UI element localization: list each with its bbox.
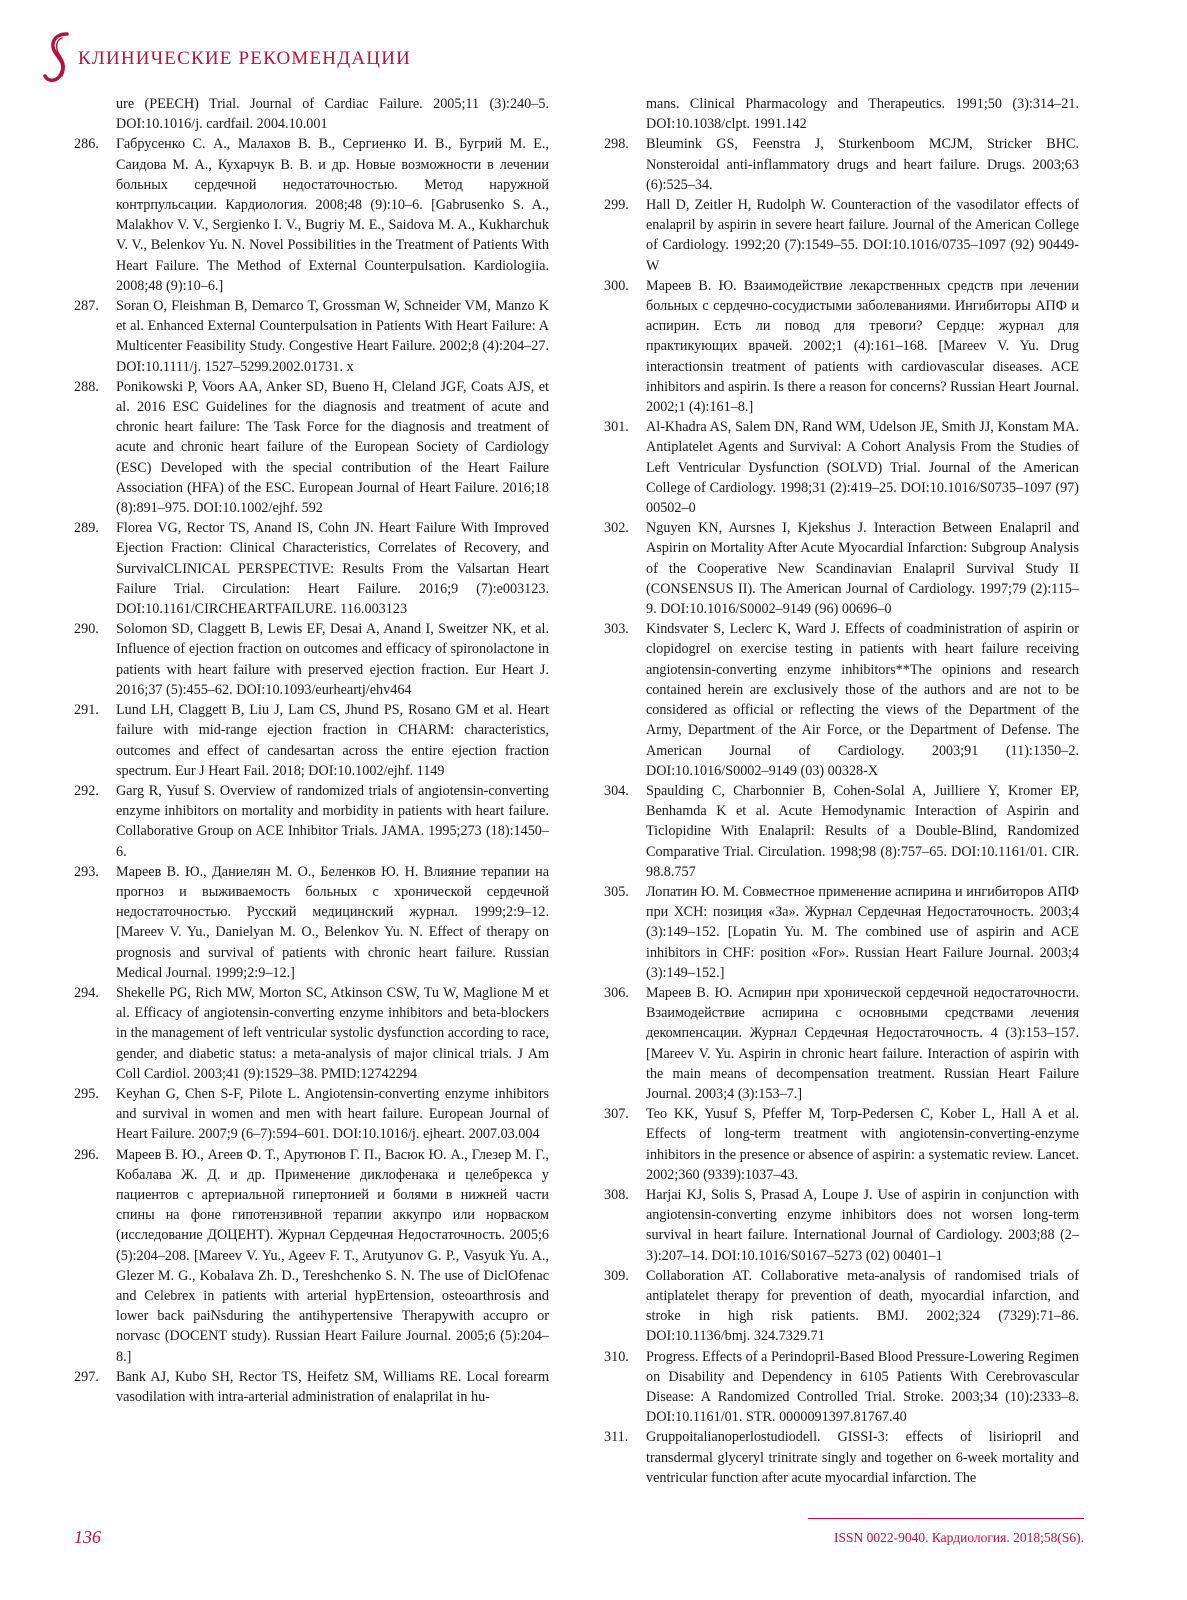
- reference-number: 289.: [74, 520, 99, 537]
- reference-number: 297.: [74, 1368, 99, 1385]
- footer-divider: [808, 1518, 1084, 1519]
- reference-text: Soran O, Fleishman B, Demarco T, Grossman W, Schneider VM, Manzo K et al. Enhanced External Counterpulsation in Patients With Heart Failure: A Multicenter Feasibility Study. Congestive Heart Failure. 2002;8 (4):204–27. DOI:10.1111/j. 1527–5299.2002.01731. x: [116, 298, 549, 375]
- reference-text: Bank AJ, Kubo SH, Rector TS, Heifetz SM, Williams RE. Local forearm vasodilation with intra-arterial administration of enalaprilat in hu-: [116, 1368, 549, 1405]
- reference-number: 286.: [74, 136, 99, 153]
- reference-text: Ponikowski P, Voors AA, Anker SD, Bueno H, Cleland JGF, Coats AJS, et al. 2016 ESC Guidelines for the diagnosis and treatment of acute and chronic heart failure: The Task Force for the diagnosis and treatment of acute and chronic heart failure of the European Society of Cardiology (ESC) Developed with the special contribution of the Heart Failure Association (HFA) of the ESC. European Journal of Heart Failure. 2016;18 (8):891–975. DOI:10.1002/ejhf. 592: [116, 378, 549, 517]
- reference-number: 303.: [604, 621, 629, 638]
- reference-text: Bleumink GS, Feenstra J, Sturkenboom MCJM, Stricker BHC. Nonsteroidal anti-inflammatory drugs and heart failure. Drugs. 2003;63 (6):525–34.: [646, 136, 1079, 193]
- reference-text: Лопатин Ю. М. Совместное применение аспирина и ингибиторов АПФ при ХСН: позиция «За». Журнал Сердечная Недостаточность. 2003;4 (3):149–152. [Lopatin Yu. M. The combined use of aspirin and ACE inhibitors in CHF: position «For». Russian Heart Failure Journal. 2003;4 (3):149–152.]: [646, 883, 1079, 981]
- reference-number: 288.: [74, 378, 99, 395]
- reference-item: [74, 1084, 549, 1145]
- reference-text: Collaboration AT. Collaborative meta-analysis of randomised trials of antiplatelet therapy for prevention of death, myocardial infarction, and stroke in high risk patients. BMJ. 2002;324 (7329):71–86. DOI:10.1136/bmj. 324.7329.71: [646, 1267, 1079, 1345]
- reference-item: [74, 518, 549, 619]
- page-number: 136: [74, 1527, 101, 1547]
- reference-item: [604, 781, 1079, 882]
- reference-number: 301.: [604, 419, 629, 436]
- reference-item: [74, 862, 549, 983]
- reference-text: Garg R, Yusuf S. Overview of randomized trials of angiotensin-converting enzyme inhibitors on mortality and morbidity in patients with heart failure. Collaborative Group on ACE Inhibitor Trials. JAMA. 1995;273 (18):1450–6.: [116, 782, 549, 860]
- reference-item: [74, 296, 549, 377]
- reference-number: 298.: [604, 136, 629, 153]
- reference-item: [604, 134, 1079, 195]
- reference-number: 302.: [604, 520, 629, 537]
- reference-number: 308.: [604, 1186, 629, 1203]
- reference-number: 287.: [74, 298, 99, 315]
- reference-text: Keyhan G, Chen S-F, Pilote L. Angiotensin-converting enzyme inhibitors and survival in women and men with heart failure. European Journal of Heart Failure. 2007;9 (6–7):594–601. DOI:10.1016/j. ejheart. 2007.03.004: [116, 1085, 549, 1143]
- reference-item: [74, 1145, 549, 1367]
- reference-number: 294.: [74, 984, 99, 1001]
- reference-item: [74, 377, 549, 518]
- reference-text: Габрусенко С. А., Малахов В. В., Сергиенко И. В., Бугрий М. Е., Саидова М. А., Кухарчук В. В. и др. Новые возможности в лечении больных сердечной недостаточностью. Метод наружной контрпульсации. Кардиология. 2008;48 (9):10–6. [Gabrusenko S. A., Malakhov V. V., Sergienko I. V., Bugriy M. E., Saidova M. A., Kukharchuk V. V., Belenkov Yu. N. Novel Possibilities in the Treatment of Patients With Heart Failure. The Method of External Counterpulsation. Kardiologiia. 2008;48 (9):10–6.]: [116, 136, 549, 294]
- reference-number: 304.: [604, 782, 629, 799]
- reference-text: Florea VG, Rector TS, Anand IS, Cohn JN. Heart Failure With Improved Ejection Fraction: Clinical Characteristics, Correlates of Recovery, and SurvivalCLINICAL PERSPECTIVE: Results From the Valsartan Heart Failure Trial. Circulation: Heart Failure. 2016;9 (7):e003123. DOI:10.1161/CIRCHEARTFAILURE. 116.003123: [116, 520, 549, 618]
- journal-citation: ISSN 0022-9040. Кардиология. 2018;58(S6).: [833, 1530, 1084, 1545]
- reference-item: [604, 1104, 1079, 1185]
- reference-item: [604, 983, 1079, 1104]
- reference-text: Мареев В. Ю., Агеев Ф. Т., Арутюнов Г. П., Васюк Ю. А., Глезер М. Г., Кобалава Ж. Д. и др. Применение диклофенака и целебрекса у пациентов с артериальной гипертонией и болями в нижней части спины на фоне гипотензивной терапии аккупро или норваском (исследование ДОЦЕНТ). Журнал Сердечная Недостаточность. 2005;6 (5):204–208. [Mareev V. Yu., Ageev F. T., Arutyunov G. P., Vasyuk Yu. A., Glezer M. G., Kobalava Zh. D., Tereshchenko S. N. The use of DiclOfenac and Celebrex in patients with arterial hypErtension, osteoarthrosis and lower back paiNsduring the antihypertensive Therapywith accupro or norvasc (DOCENT study). Russian Heart Failure Journal. 2005;6 (5):204–8.]: [116, 1146, 549, 1365]
- reference-number: 295.: [74, 1085, 99, 1102]
- reference-item: [74, 619, 549, 700]
- reference-number: 306.: [604, 984, 629, 1001]
- reference-number: 291.: [74, 702, 99, 719]
- reference-item: [604, 518, 1079, 619]
- reference-item: [604, 882, 1079, 983]
- reference-text: Мареев В. Ю. Взаимодействие лекарственных средств при лечении больных с сердечно-сосудистыми заболеваниями. Ингибиторы АПФ и аспирин. Есть ли повод для тревоги? Сердце: журнал для практикующих врачей. 2002;1 (4):161–168. [Mareev V. Yu. Drug interactionsin treatment of patients with cardiovascular diseases. ACE inhibitors and aspirin. Is there a reason for concerns? Russian Heart Journal. 2002;1 (4):161–8.]: [646, 277, 1079, 416]
- reference-number: 307.: [604, 1106, 629, 1123]
- reference-item: [604, 276, 1079, 417]
- reference-number: 311.: [604, 1429, 629, 1446]
- reference-number: 292.: [74, 782, 99, 799]
- section-title: КЛИНИЧЕСКИЕ РЕКОМЕНДАЦИИ: [78, 48, 412, 69]
- reference-item: [604, 1266, 1079, 1347]
- reference-continuation: mans. Clinical Pharmacology and Therapeutics. 1991;50 (3):314–21. DOI:10.1038/clpt. 1991.142: [646, 96, 1079, 133]
- reference-number: 305.: [604, 883, 629, 900]
- running-header: [40, 28, 600, 88]
- reference-number: 299.: [604, 197, 629, 214]
- reference-text: Nguyen KN, Aursnes I, Kjekshus J. Interaction Between Enalapril and Aspirin on Mortality After Acute Myocardial Infarction: Subgroup Analysis of the Cooperative New Scandinavian Enalapril Survival Study II (CONSENSUS II). The American Journal of Cardiology. 1997;79 (2):115–9. DOI:10.1016/S0002–9149 (96) 00696–0: [646, 520, 1079, 618]
- reference-text: Kindsvater S, Leclerc K, Ward J. Effects of coadministration of aspirin or clopidogrel on exercise testing in patients with heart failure receiving angiotensin-converting enzyme inhibitors**The opinions and research contained herein are exclusively those of the authors and are not to be considered as official or reflecting the views of the Department of the Army, Department of the Air Force, or the Department of Defense. The American Journal of Cardiology. 2003;91 (11):1350–2. DOI:10.1016/S0002–9149 (03) 00328-X: [646, 621, 1079, 779]
- reference-number: 300.: [604, 277, 629, 294]
- right-column: [604, 94, 1079, 1488]
- reference-text: Мареев В. Ю., Даниелян М. О., Беленков Ю. Н. Влияние терапии на прогноз и выживаемость больных с хронической сердечной недостаточностью. Русский медицинский журнал. 1999;2:9–12. [Mareev V. Yu., Danielyan M. O., Belenkov Yu. N. Effect of therapy on prognosis and survival of patients with chronic heart failure. Russian Medical Journal. 1999;2:9–12.]: [116, 863, 549, 981]
- reference-text: Al-Khadra AS, Salem DN, Rand WM, Udelson JE, Smith JJ, Konstam MA. Antiplatelet Agents and Survival: A Cohort Analysis From the Studies of Left Ventricular Dysfunction (SOLVD) Trial. Journal of the American College of Cardiology. 1998;31 (2):419–25. DOI:10.1016/S0735–1097 (97) 00502–0: [646, 419, 1079, 517]
- reference-text: Solomon SD, Claggett B, Lewis EF, Desai A, Anand I, Sweitzer NK, et al. Influence of ejection fraction on outcomes and efficacy of spironolactone in patients with heart failure with preserved ejection fraction. Eur Heart J. 2016;37 (5):455–62. DOI:10.1093/eurheartj/ehv464: [116, 621, 549, 698]
- reference-text: Teo KK, Yusuf S, Pfeffer M, Torp-Pedersen C, Kober L, Hall A et al. Effects of long-term treatment with angiotensin-converting-enzyme inhibitors in the presence or absence of aspirin: a systematic review. Lancet. 2002;360 (9339):1037–43.: [646, 1106, 1079, 1183]
- reference-continuation: ure (PEECH) Trial. Journal of Cardiac Failure. 2005;11 (3):240–5. DOI:10.1016/j. cardfail. 2004.10.001: [116, 96, 549, 133]
- reference-text: Spaulding C, Charbonnier B, Cohen-Solal A, Juilliere Y, Kromer EP, Benhamda K et al. Acute Hemodynamic Interaction of Aspirin and Ticlopidine With Enalapril: Results of a Double-Blind, Randomized Comparative Trial. Circulation. 1998;98 (8):757–65. DOI:10.1161/01. CIR. 98.8.757: [646, 782, 1079, 880]
- reference-item: [604, 619, 1079, 781]
- reference-number: 296.: [74, 1146, 99, 1163]
- reference-item: [604, 417, 1079, 518]
- reference-item: [74, 700, 549, 781]
- reference-text: Progress. Effects of a Perindopril-Based Blood Pressure-Lowering Regimen on Disability and Dependency in 6105 Patients With Cerebrovascular Disease: A Randomized Controlled Trial. Stroke. 2003;34 (10):2333–8. DOI:10.1161/01. STR. 0000091397.81767.40: [646, 1348, 1079, 1426]
- reference-item: [604, 1347, 1079, 1428]
- reference-text: Harjai KJ, Solis S, Prasad A, Loupe J. Use of aspirin in conjunction with angiotensin-converting enzyme inhibitors does not worsen long-term survival in heart failure. International Journal of Cardiology. 2003;88 (2–3):207–14. DOI:10.1016/S0167–5273 (02) 00401–1: [646, 1186, 1079, 1264]
- left-column: [74, 94, 549, 1407]
- journal-logo-icon: [40, 28, 76, 88]
- reference-item: [74, 134, 549, 296]
- reference-text: Gruppoitalianoperlostudiodell. GISSI-3: effects of lisiriopril and transdermal glyceryl trinitrate singly and together on 6-week mortality and ventricular function after acute myocardial infarction. The: [646, 1429, 1079, 1486]
- reference-number: 290.: [74, 621, 99, 638]
- reference-text: Shekelle PG, Rich MW, Morton SC, Atkinson CSW, Tu W, Maglione M et al. Efficacy of angiotensin-converting enzyme inhibitors and beta-blockers in the management of left ventricular systolic dysfunction according to race, gender, and diabetic status: a meta-analysis of major clinical trials. J Am Coll Cardiol. 2003;41 (9):1529–38. PMID:12742294: [116, 984, 549, 1082]
- reference-number: 309.: [604, 1267, 629, 1284]
- reference-item: [74, 983, 549, 1084]
- reference-number: 310.: [604, 1348, 629, 1365]
- reference-text: Hall D, Zeitler H, Rudolph W. Counteraction of the vasodilator effects of enalapril by aspirin in severe heart failure. Journal of the American College of Cardiology. 1992;20 (7):1549–55. DOI:10.1016/0735–1097 (92) 90449-W: [646, 197, 1079, 274]
- reference-text: Мареев В. Ю. Аспирин при хронической сердечной недостаточности. Взаимодействие аспирина с основными средствами лечения декомпенсации. Журнал Сердечная Недостаточность. 4 (3):153–157. [Mareev V. Yu. Aspirin in chronic heart failure. Interaction of aspirin with the main means of decompensation treatment. Russian Heart Failure Journal. 2003;4 (3):153–7.]: [646, 984, 1079, 1102]
- reference-text: Lund LH, Claggett B, Liu J, Lam CS, Jhund PS, Rosano GM et al. Heart failure with mid-range ejection fraction in CHARM: characteristics, outcomes and effect of candesartan across the entire ejection fraction spectrum. Eur J Heart Fail. 2018; DOI:10.1002/ejhf. 1149: [116, 702, 549, 779]
- reference-item: [604, 195, 1079, 276]
- reference-item: [604, 1427, 1079, 1488]
- reference-item: [74, 1367, 549, 1407]
- reference-number: 293.: [74, 863, 99, 880]
- reference-item: [74, 781, 549, 862]
- reference-item: [604, 1185, 1079, 1266]
